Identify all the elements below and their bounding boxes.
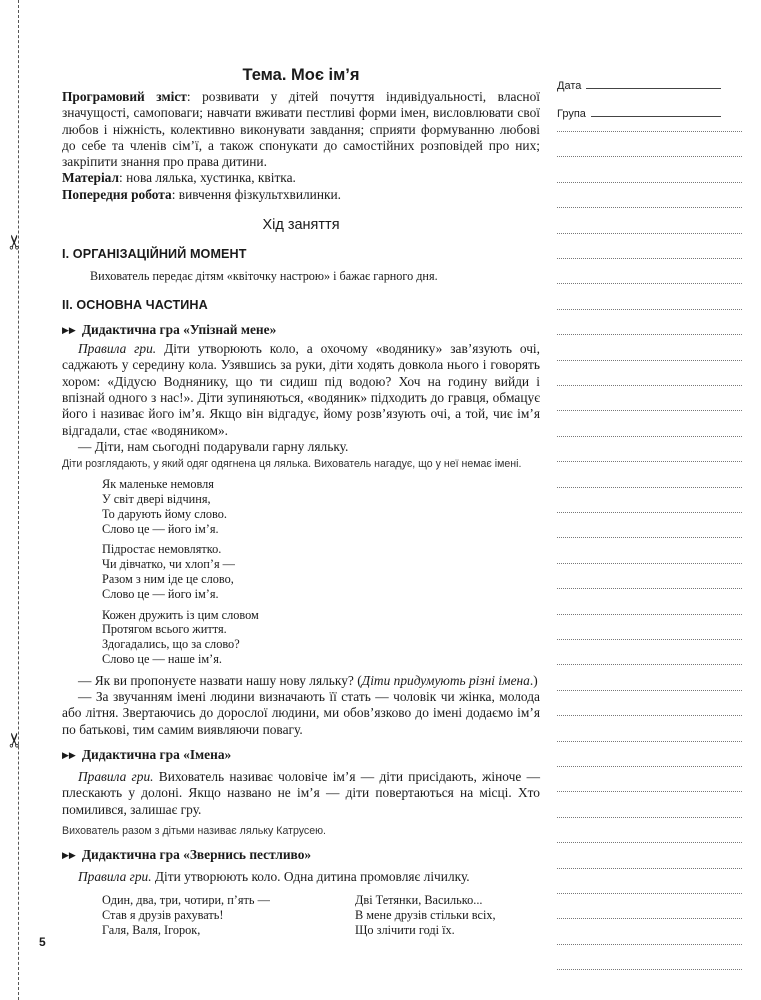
poem-line: Слово це — наше ім’я. bbox=[102, 651, 222, 666]
note-line bbox=[557, 309, 742, 310]
note-line bbox=[557, 969, 742, 970]
game-rules bbox=[62, 769, 540, 818]
page-title: Тема. Моє ім’я bbox=[242, 66, 360, 84]
note-line bbox=[557, 283, 742, 284]
note-line bbox=[557, 385, 742, 386]
note-line bbox=[557, 918, 742, 919]
note-line bbox=[557, 817, 742, 818]
rules-label: Правила гри. bbox=[78, 868, 152, 884]
scissors-icon: ✂ bbox=[2, 233, 27, 251]
note-line bbox=[557, 664, 742, 665]
poem-stanza bbox=[102, 608, 540, 667]
content-paragraph bbox=[62, 89, 540, 170]
rhyme-right-column bbox=[355, 893, 496, 937]
question-text: — Як ви пропонуєте назвати нашу нову ляльку? ( bbox=[78, 672, 362, 688]
teacher-note: Вихователь разом з дітьми називає ляльку Катрусею. bbox=[62, 824, 326, 837]
note-line bbox=[557, 791, 742, 792]
explanation-paragraph: — За звучанням імені людини визначають її стать — чоловік чи жінка, молода або літня. Звертаючись до дорослої людини, ми обов’язково до імені додаємо ім’я по батькові, тим самим виявляючи повагу. bbox=[62, 689, 540, 737]
rhyme-line: Один, два, три, чотири, п’ять — bbox=[102, 893, 270, 908]
question-italic: Діти придумують різні імена bbox=[361, 672, 530, 688]
note-line bbox=[557, 563, 742, 564]
note-line bbox=[557, 487, 742, 488]
rhyme-line: Став я друзів рахувать! bbox=[102, 907, 224, 922]
question-paragraph bbox=[62, 673, 540, 689]
note-line bbox=[557, 715, 742, 716]
game-rules bbox=[62, 341, 540, 439]
rhyme-line: В мене друзів стільки всіх, bbox=[355, 907, 496, 922]
note-line bbox=[557, 156, 742, 157]
cut-line bbox=[18, 0, 19, 1000]
note-line bbox=[557, 182, 742, 183]
page-number: 5 bbox=[39, 935, 46, 949]
poem-line: Кожен дружить із цим словом bbox=[102, 607, 259, 622]
rhyme-line: Дві Тетянки, Василько... bbox=[355, 893, 483, 908]
note-line bbox=[557, 131, 742, 132]
note-line bbox=[557, 741, 742, 742]
teacher-speech: — Діти, нам сьогодні подарували гарну ляльку. bbox=[78, 438, 349, 454]
note-line bbox=[557, 614, 742, 615]
section-heading: І. ОРГАНІЗАЦІЙНИЙ МОМЕНТ bbox=[62, 247, 247, 262]
prep-text: : вивчення фізкультхвилинки. bbox=[171, 186, 342, 202]
note-line bbox=[557, 944, 742, 945]
poem-line: Слово це — його ім’я. bbox=[102, 586, 219, 601]
lesson-content bbox=[62, 66, 540, 937]
poem-line: Як маленьке немовля bbox=[102, 477, 214, 492]
game-rules bbox=[62, 869, 540, 885]
rhyme-line: Галя, Валя, Ігорок, bbox=[102, 922, 201, 937]
poem-line: Разом з ним іде це слово, bbox=[102, 571, 234, 586]
scissors-icon: ✂ bbox=[2, 731, 27, 749]
group-field[interactable] bbox=[557, 96, 721, 120]
rhyme-left-column bbox=[102, 893, 355, 937]
game-title-text: Дидактична гра «Імена» bbox=[81, 746, 232, 762]
note-line bbox=[557, 512, 742, 513]
note-line bbox=[557, 334, 742, 335]
date-label: Дата bbox=[557, 80, 582, 92]
game-title-text: Дидактична гра «Звернись пестливо» bbox=[81, 846, 312, 862]
double-arrow-icon: ▶▶ bbox=[62, 850, 76, 861]
note-line bbox=[557, 436, 742, 437]
poem-line: То дарують йому слово. bbox=[102, 506, 227, 521]
poem-stanza bbox=[102, 477, 540, 536]
note-line bbox=[557, 893, 742, 894]
note-line bbox=[557, 639, 742, 640]
section-heading: ІІ. ОСНОВНА ЧАСТИНА bbox=[62, 298, 208, 313]
material-label: Матеріал bbox=[62, 170, 120, 186]
question-end: .) bbox=[529, 672, 538, 688]
poem-line: Протягом всього життя. bbox=[102, 622, 227, 637]
rules-label: Правила гри. bbox=[78, 341, 157, 357]
note-line bbox=[557, 207, 742, 208]
poem bbox=[62, 477, 540, 667]
material-paragraph bbox=[62, 170, 540, 186]
counting-rhyme bbox=[62, 893, 540, 937]
rules-label: Правила гри. bbox=[78, 768, 154, 784]
note-line bbox=[557, 766, 742, 767]
poem-line: Підростає немовлятко. bbox=[102, 542, 222, 557]
prep-paragraph bbox=[62, 187, 540, 203]
double-arrow-icon: ▶▶ bbox=[62, 750, 76, 761]
game-title-text: Дидактична гра «Упізнай мене» bbox=[81, 322, 277, 338]
rhyme-line: Що злічити годі їх. bbox=[355, 922, 455, 937]
note-line bbox=[557, 690, 742, 691]
note-line bbox=[557, 258, 742, 259]
note-line bbox=[557, 588, 742, 589]
note-line bbox=[557, 233, 742, 234]
section1-text: Вихователь передає дітям «квіточку настрою» і бажає гарного дня. bbox=[90, 269, 438, 284]
note-line bbox=[557, 842, 742, 843]
teacher-note: Діти розглядають, у який одяг одягнена ця лялька. Вихователь нагадує, що у неї немає імені. bbox=[62, 458, 522, 471]
rules-text: Діти утворюють коло, а охочому «водянику» зав’язують очі, саджають у середину кола. Узявшись за руки, діти ходять довкола нього і говорять хором: «Дідусю Воднянику, що ти сидиш під водою? Хоч на годину вийди і впізнай одного з нас!». Діти зупиняються, «водяник» підходить до гравця, обмацує його і називає його ім’я. Якщо він відгадує, йому розв’язують очі, а той, чиє ім’я відгадали, стає «водяником». bbox=[62, 341, 540, 438]
poem-stanza bbox=[102, 542, 540, 601]
poem-line: Чи дівчатко, чи хлоп’я — bbox=[102, 557, 235, 572]
progress-title: Хід заняття bbox=[262, 217, 340, 234]
note-line bbox=[557, 461, 742, 462]
poem-line: Слово це — його ім’я. bbox=[102, 521, 219, 536]
game-title bbox=[62, 321, 540, 341]
group-label: Група bbox=[557, 108, 586, 120]
note-line bbox=[557, 868, 742, 869]
rules-text: Діти утворюють коло. Одна дитина промовляє лічилку. bbox=[151, 868, 470, 884]
prep-label: Попередня робота bbox=[62, 186, 172, 202]
content-text: : розвивати у дітей почуття індивідуальності, власної значущості, самоповаги; навчати вживати пестливі форми імен, висловлювати свої любов і ніжність, колективно виконувати завдання; сприяти формуванню любові до себе та членів сім’ї, а також спонукати до самостійних розповідей про них; закріпити знання про права дитини. bbox=[62, 89, 540, 170]
game-title bbox=[62, 846, 540, 866]
poem-line: У світ двері відчиня, bbox=[102, 491, 211, 506]
note-line bbox=[557, 537, 742, 538]
rules-text: Вихователь називає чоловіче ім’я — діти присідають, жіноче — плескають у долоні. Якщо названо не ім’я — діти повертаються на місці. Хто помилився, залишає гру. bbox=[62, 768, 541, 817]
material-text: : нова лялька, хустинка, квітка. bbox=[119, 170, 296, 186]
sidebar bbox=[557, 68, 721, 120]
double-arrow-icon: ▶▶ bbox=[62, 326, 76, 337]
note-line bbox=[557, 360, 742, 361]
poem-line: Здогадались, що за слово? bbox=[102, 637, 240, 652]
game-title bbox=[62, 746, 540, 766]
content-label: Програмовий зміст bbox=[62, 89, 187, 104]
note-line bbox=[557, 410, 742, 411]
date-field[interactable] bbox=[557, 68, 721, 92]
